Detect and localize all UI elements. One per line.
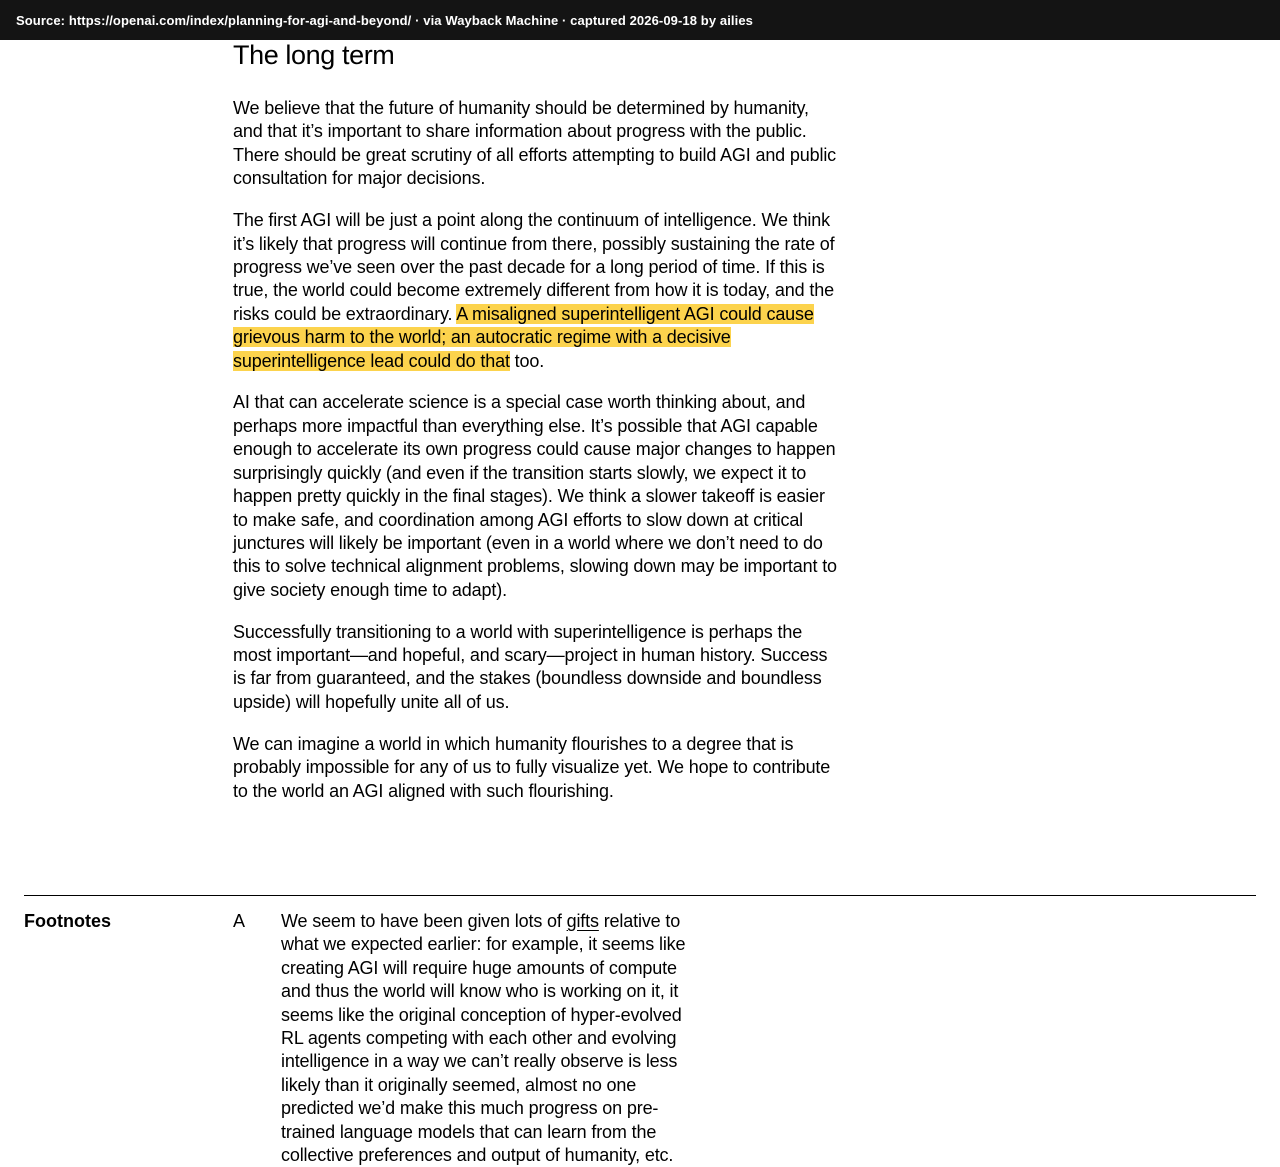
footnote-marker: A [233, 911, 246, 931]
source-bar-text: Source: https://openai.com/index/planning-for-agi-and-beyond/ · via Wayback Machine · captured 2026-09-18 by ailies [16, 12, 754, 28]
footnotes-heading: Footnotes [24, 911, 111, 931]
paragraph-text: too. [509, 350, 545, 371]
footnote-text-after: relative to what we expected earlier: for example, it seems like creating AGI will require huge amounts of compute and thus the world will know who is working on it, it seems like the original conception of hyper-evolved RL agents competing with each other and evolving intelligence in a way we can’t really observe is less likely than it originally seemed, almost no one predicted we’d make this much progress on pre-trained language models that can learn from the collective preferences and output of humanity, etc. [281, 911, 686, 1166]
paragraph-continuum-of-intelligence [233, 209, 841, 373]
highlighted-quote: A misaligned superintelligent AGI could cause grievous harm to the world; an autocratic regime with a decisive superintelligence lead could do that [233, 303, 814, 371]
paragraph-text: We believe that the future of humanity should be determined by humanity, and that it’s important to share information about progress with the public. There should be great scrutiny of all efforts attempting to build AGI and public consultation for major decisions. [233, 98, 837, 189]
paragraph-text: The first AGI will be just a point along the continuum of intelligence. We think it’s likely that progress will continue from there, possibly sustaining the rate of progress we’ve seen over the past decade for a long period of time. If this is true, the world could become extremely different from how it is today, and the risks could be extraordinary. [233, 210, 835, 324]
footnote-text-before: We seem to have been given lots of [281, 911, 567, 931]
footnotes-section [24, 895, 1256, 1166]
paragraph-superintelligence-transition [233, 621, 841, 715]
article-section [233, 36, 841, 803]
section-heading: The long term [233, 40, 395, 70]
footnote-gifts-link[interactable]: gifts [566, 911, 599, 931]
paragraph-accelerate-science [233, 391, 841, 602]
footnote-text [281, 910, 701, 1167]
paragraph-text: Successfully transitioning to a world with superintelligence is perhaps the most important—and hopeful, and scary—project in human history. Success is far from guaranteed, and the stakes (boundless downside and boundless upside) will hopefully unite all of us. [233, 621, 828, 712]
source-bar [0, 0, 1280, 40]
paragraph-flourishing [233, 733, 841, 803]
paragraph-text: We can imagine a world in which humanity flourishes to a degree that is probably impossible for any of us to fully visualize yet. We hope to contribute to the world an AGI aligned with such flourishing. [233, 733, 831, 801]
paragraph-public-consultation [233, 97, 841, 191]
paragraph-text: AI that can accelerate science is a special case worth thinking about, and perhaps more impactful than everything else. It’s possible that AGI capable enough to accelerate its own progress could cause major changes to happen surprisingly quickly (and even if the transition starts slowly, we expect it to happen pretty quickly in the final stages). We think a slower takeoff is easier to make safe, and coordination among AGI efforts to slow down at critical junctures will likely be important (even in a world where we don’t need to do this to solve technical alignment problems, slowing down may be important to give society enough time to adapt). [233, 392, 837, 600]
